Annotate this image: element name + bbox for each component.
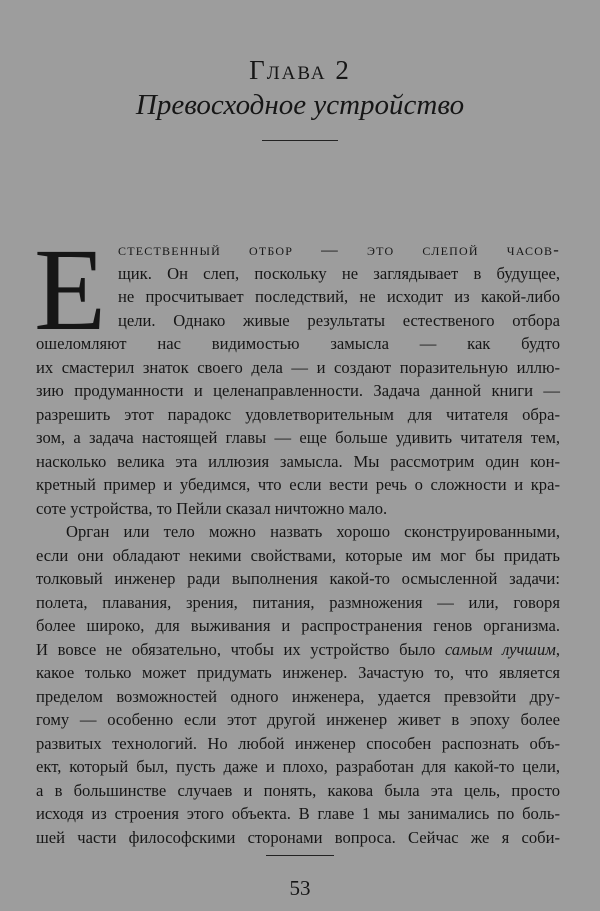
text-line: гому — особенно если этот другой инженер живет в эпоху более <box>36 710 560 729</box>
text-line: зию продуманности и целенаправленности. Задача данной книги — <box>36 381 560 400</box>
drop-cap: Е <box>34 224 107 355</box>
page-number: 53 <box>289 876 311 900</box>
text-line: Орган или тело можно назвать хорошо сконструированными, <box>66 522 560 541</box>
text-line: какое только может придумать инженер. Зачастую то, что является <box>36 663 560 682</box>
text-line: их смастерил знаток своего дела — и создают поразительную иллю- <box>36 357 560 377</box>
text-line: пределом возможностей одного инженера, удается превзойти дру- <box>36 686 560 706</box>
text-line: ошеломляют нас видимостью замысла — как будто <box>36 334 560 353</box>
paragraph-1 <box>34 224 560 520</box>
chapter-label: Глава 2 <box>249 55 351 85</box>
opening-small-caps: стественный отбор — это слепой часов- <box>118 240 560 259</box>
title-divider <box>262 140 338 141</box>
text-line <box>36 638 560 662</box>
text-line: насколько велика эта иллюзия замысла. Мы рассмотрим один кон- <box>36 451 560 471</box>
chapter-title: Превосходное устройство <box>135 89 465 121</box>
text-line <box>36 238 560 262</box>
text-line: зом, а задача настоящей главы — еще больше удивить читателя тем, <box>36 428 560 447</box>
text-line: кретный пример и убедимся, что если вести речь о сложности и кра- <box>36 475 560 494</box>
text-line: не просчитывает последствий, не исходит из какой-либо <box>118 287 560 306</box>
paragraph-2 <box>36 520 560 849</box>
text-line: ект, который был, пусть даже и плохо, разработан для какой-то цели, <box>36 757 560 776</box>
text-line: развитых технологий. Но любой инженер способен распознать объ- <box>36 733 560 753</box>
text-line: более широко, для выживания и распространения генов организма. <box>36 616 560 635</box>
text-line: а в большинстве случаев и понять, какова была эта цель, просто <box>36 780 560 800</box>
text-line: разрешить этот парадокс удовлетворительным для читателя обра- <box>36 404 560 424</box>
text-line: исходя из строения этого объекта. В главе 1 мы занимались по боль- <box>36 804 560 823</box>
text-line: толковый инженер ради выполнения какой-то осмысленной задачи: <box>36 569 560 588</box>
text-line: цели. Однако живые результаты естественого отбора <box>118 310 560 330</box>
text-line: полета, плавания, зрения, питания, размножения — или, говоря <box>36 592 560 612</box>
text-line: соте устройства, то Пейли сказал ничтожно мало. <box>36 498 388 518</box>
text-line: щик. Он слеп, поскольку не заглядывает в будущее, <box>118 263 560 283</box>
text-span: И вовсе не обязательно, чтобы их устройство было <box>36 639 445 659</box>
text-line: шей части философскими сторонами вопроса. Сейчас же я соби- <box>36 827 560 847</box>
emphasis: самым лучшим <box>444 639 556 659</box>
footer-divider <box>266 855 334 856</box>
text-span: , <box>555 639 561 659</box>
text-line: если они обладают некими свойствами, которые им мог бы придать <box>36 545 560 565</box>
body-text <box>34 224 561 849</box>
